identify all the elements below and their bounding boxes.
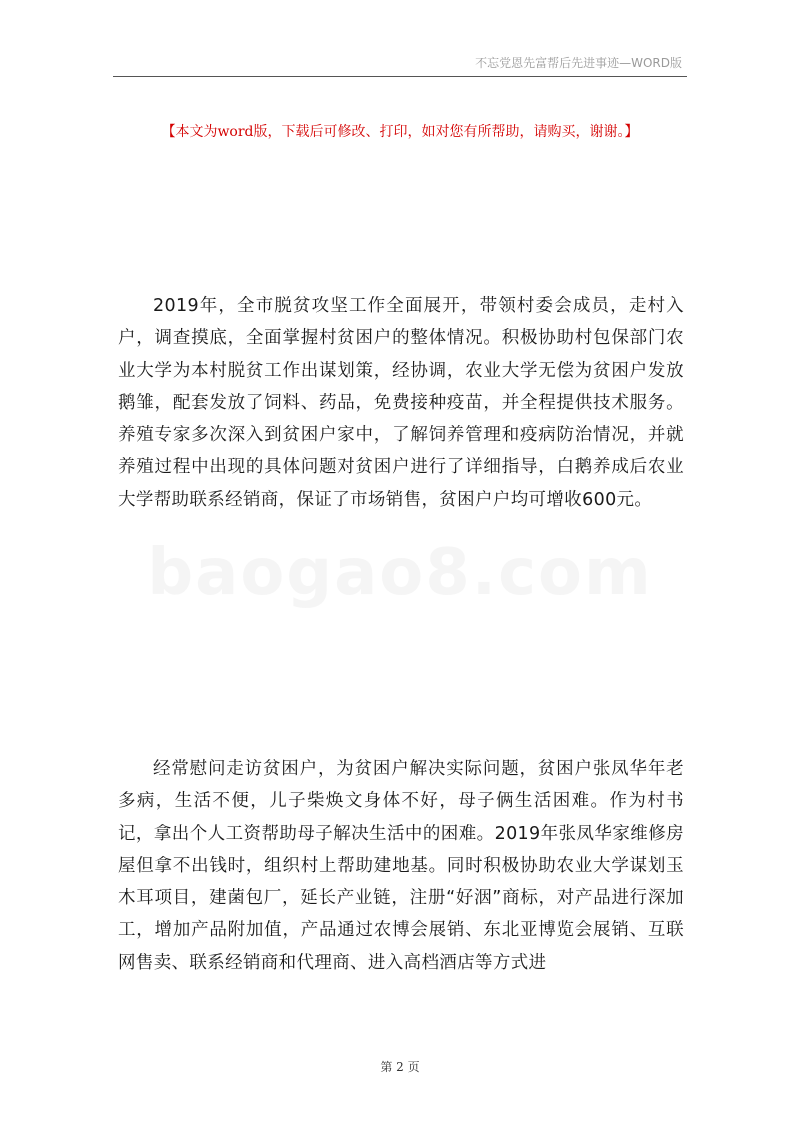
word-version-notice: 【本文为word版，下载后可修改、打印，如对您有所帮助，请购买，谢谢。】 [161, 124, 639, 140]
body-paragraph-1: 2019年，全市脱贫攻坚工作全面展开，带领村委会成员，走村入户，调查摸底，全面掌握村贫困户的整体情况。积极协助村包保部门农业大学为本村脱贫工作出谋划策，经协调，农业大学无偿为贫困户发放鹅雏，配套发放了饲料、药品，免费接种疫苗，并全程提供技术服务。养殖专家多次深入到贫困户家中，了解饲养管理和疫病防治情况，并就养殖过程中出现的具体问题对贫困户进行了详细指导，白鹅养成后农业大学帮助联系经销商，保证了市场销售，贫困户户均可增收600元。 [118, 296, 684, 510]
document-header-title: 不忘党恩先富帮后先进事迹—WORD版 [475, 56, 682, 70]
page-number: 第 2 页 [380, 1060, 420, 1074]
body-paragraph-2: 经常慰问走访贫困户，为贫困户解决实际问题，贫困户张凤华年老多病，生活不便，儿子柴焕文身体不好，母子俩生活困难。作为村书记，拿出个人工资帮助母子解决生活中的困难。2019年张凤华家维修房屋但拿不出钱时，组织村上帮助建地基。同时积极协助农业大学谋划玉木耳项目，建菌包厂，延长产业链，注册“好洇”商标，对产品进行深加工，增加产品附加值，产品通过农博会展销、东北亚博览会展销、互联网售卖、联系经销商和代理商、进入高档酒店等方式进 [118, 759, 684, 973]
header-divider [113, 76, 687, 77]
site-watermark: baogao8.com [147, 536, 653, 610]
